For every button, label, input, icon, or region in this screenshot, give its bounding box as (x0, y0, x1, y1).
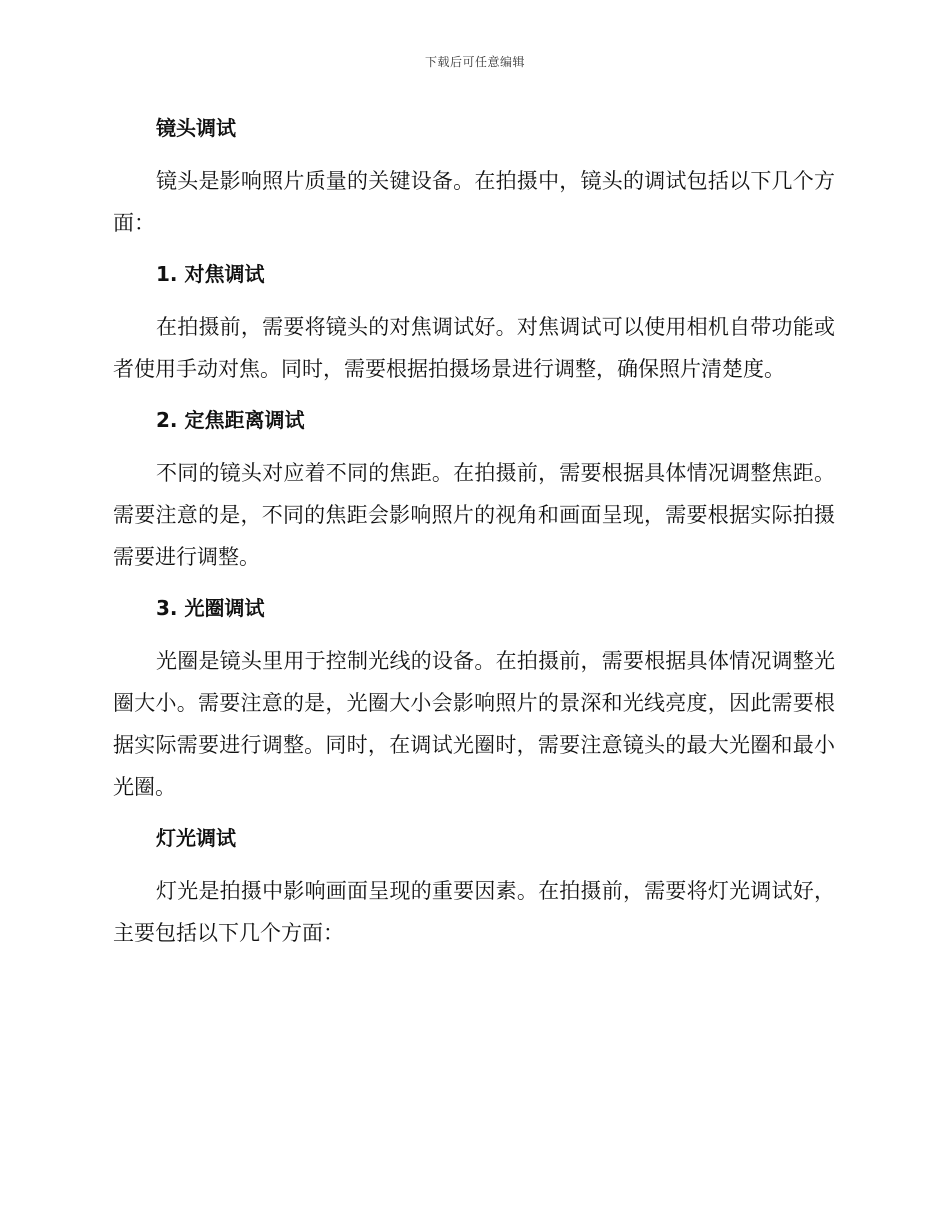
subsection-title-aperture: 3. 光圈调试 (156, 596, 265, 620)
focal-length-paragraph: 不同的镜头对应着不同的焦距。在拍摄前，需要根据具体情况调整焦距。需要注意的是，不同的焦距会影响照片的视角和画面呈现，需要根据实际拍摄需要进行调整。 (113, 461, 835, 569)
aperture-paragraph: 光圈是镜头里用于控制光线的设备。在拍摄前，需要根据具体情况调整光圈大小。需要注意的是，光圈大小会影响照片的景深和光线亮度，因此需要根据实际需要进行调整。同时，在调试光圈时，需要注意镜头的最大光圈和最小光圈。 (113, 649, 835, 799)
section-title-lens: 镜头调试 (156, 116, 236, 140)
section-title-lighting: 灯光调试 (156, 826, 236, 850)
document-body (113, 108, 835, 954)
lighting-intro-paragraph: 灯光是拍摄中影响画面呈现的重要因素。在拍摄前，需要将灯光调试好，主要包括以下几个方面： (113, 879, 835, 945)
lens-intro-paragraph: 镜头是影响照片质量的关键设备。在拍摄中，镜头的调试包括以下几个方面： (113, 169, 835, 235)
subsection-title-focus: 1. 对焦调试 (156, 262, 265, 286)
focus-paragraph: 在拍摄前，需要将镜头的对焦调试好。对焦调试可以使用相机自带功能或者使用手动对焦。同时，需要根据拍摄场景进行调整，确保照片清楚度。 (113, 315, 835, 381)
subsection-title-focal-length: 2. 定焦距离调试 (156, 408, 305, 432)
page-header-note: 下载后可任意编辑 (424, 55, 525, 69)
